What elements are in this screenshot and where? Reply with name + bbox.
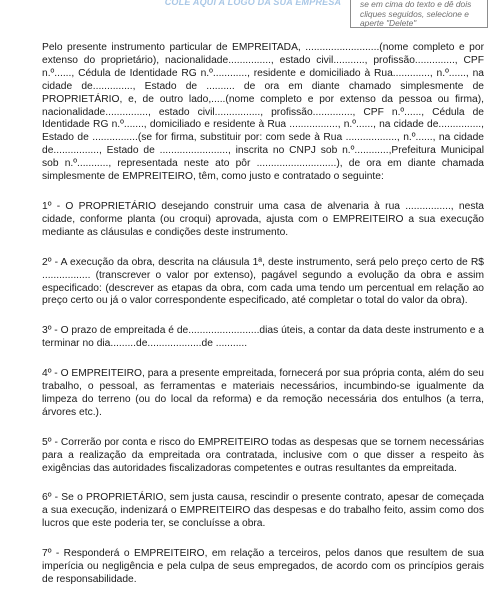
instruction-note-box[interactable]	[350, 0, 488, 28]
instruction-note-text: se em cima do texto e dê dois cliques seguidos, selecione e aperte "Delete"	[360, 0, 472, 29]
clause-4: 4º - O EMPREITEIRO, para a presente empreitada, fornecerá por sua própria conta, além do seu trabalho, o pessoal, as ferramentas e materiais necessários, incumbindo-se igualmente da limpeza do terreno (ou do local da reforma) e da remoção necessária dos entulhos (a terra, árvores etc.).	[42, 368, 484, 418]
clause-7: 7º - Responderá o EMPREITEIRO, em relação a terceiros, pelos danos que resultem de sua imperícia ou negligência e pela culpa de seus empregados, de acordo com os princípios gerais de responsabilidade.	[42, 548, 484, 585]
clause-2: 2º - A execução da obra, descrita na cláusula 1ª, deste instrumento, será pelo preço certo de R$ ................. (transcrever o valor por extenso), pagável segundo a evolução da obra e assim especificado: (descrever as etapas da obra, com cada uma tendo um percentual em relação ao preço certo ou já o valor correspondente especificado, até completar o total do valor da obra).	[42, 256, 484, 307]
clause-3: 3º - O prazo de empreitada é de.........................dias úteis, a contar da data deste instrumento e a terminar no dia.........de...................de ...........	[42, 325, 484, 350]
logo-placeholder-text: COLE AQUI A LOGO DA SUA EMPRESA	[164, 0, 342, 7]
clause-5: 5º - Correrão por conta e risco do EMPREITEIRO todas as despesas que se tornem necessárias para a realização da empreitada ora contratada, inclusive com o que disser a respeito às exigências das autoridades fiscalizadoras competentes e outras resultantes da empreitada.	[42, 436, 484, 474]
clause-1: 1º - O PROPRIETÁRIO desejando construir uma casa de alvenaria à rua ................, nesta cidade, conforme planta (ou croqui) aprovada, ajusta com o EMPREITEIRO a sua execução mediante as cláusulas e condições deste instrumento.	[42, 200, 484, 238]
contract-body	[42, 42, 484, 604]
contract-preamble: Pelo presente instrumento particular de EMPREITADA, ..........................(nome completo e por extenso do proprietário), nacionalidade..............., estado civil..........., profissão.............., CPF n.º......, Cédula de Identidade RG n.º............, residente e domiciliado à Rua............., n.º......, na cidade de.............., Estado de .......... de ora em diante chamado simplesmente de PROPRIETÁRIO, e, de outro lado,.....(nome completo e por extenso da pessoa ou firma), nacionalidade..............., estado civil................, profissão.............., CPF n.º......, Cédula de Identidade RG n.º......., domiciliado e residente à Rua ................., n.º......, na cidade de..............., Estado de ................(se for firma, substituir por: com sede à Rua .................., n.º......, na cidade de................, Estado de ........................, inscrita no CNPJ sob n.º............,Prefeitura Municipal sob n.º..........., representada neste ato pôr ............................), de ora em diante chamada simplesmente de EMPREITEIRO, têm, como justo e contratado o seguinte:	[42, 42, 484, 183]
clause-6: 6º - Se o PROPRIETÁRIO, sem justa causa, rescindir o presente contrato, apesar de começada a sua execução, indenizará o EMPREITEIRO das despesas e do trabalho feito, assim como dos lucros que este poderia ter, se concluísse a obra.	[42, 492, 484, 530]
